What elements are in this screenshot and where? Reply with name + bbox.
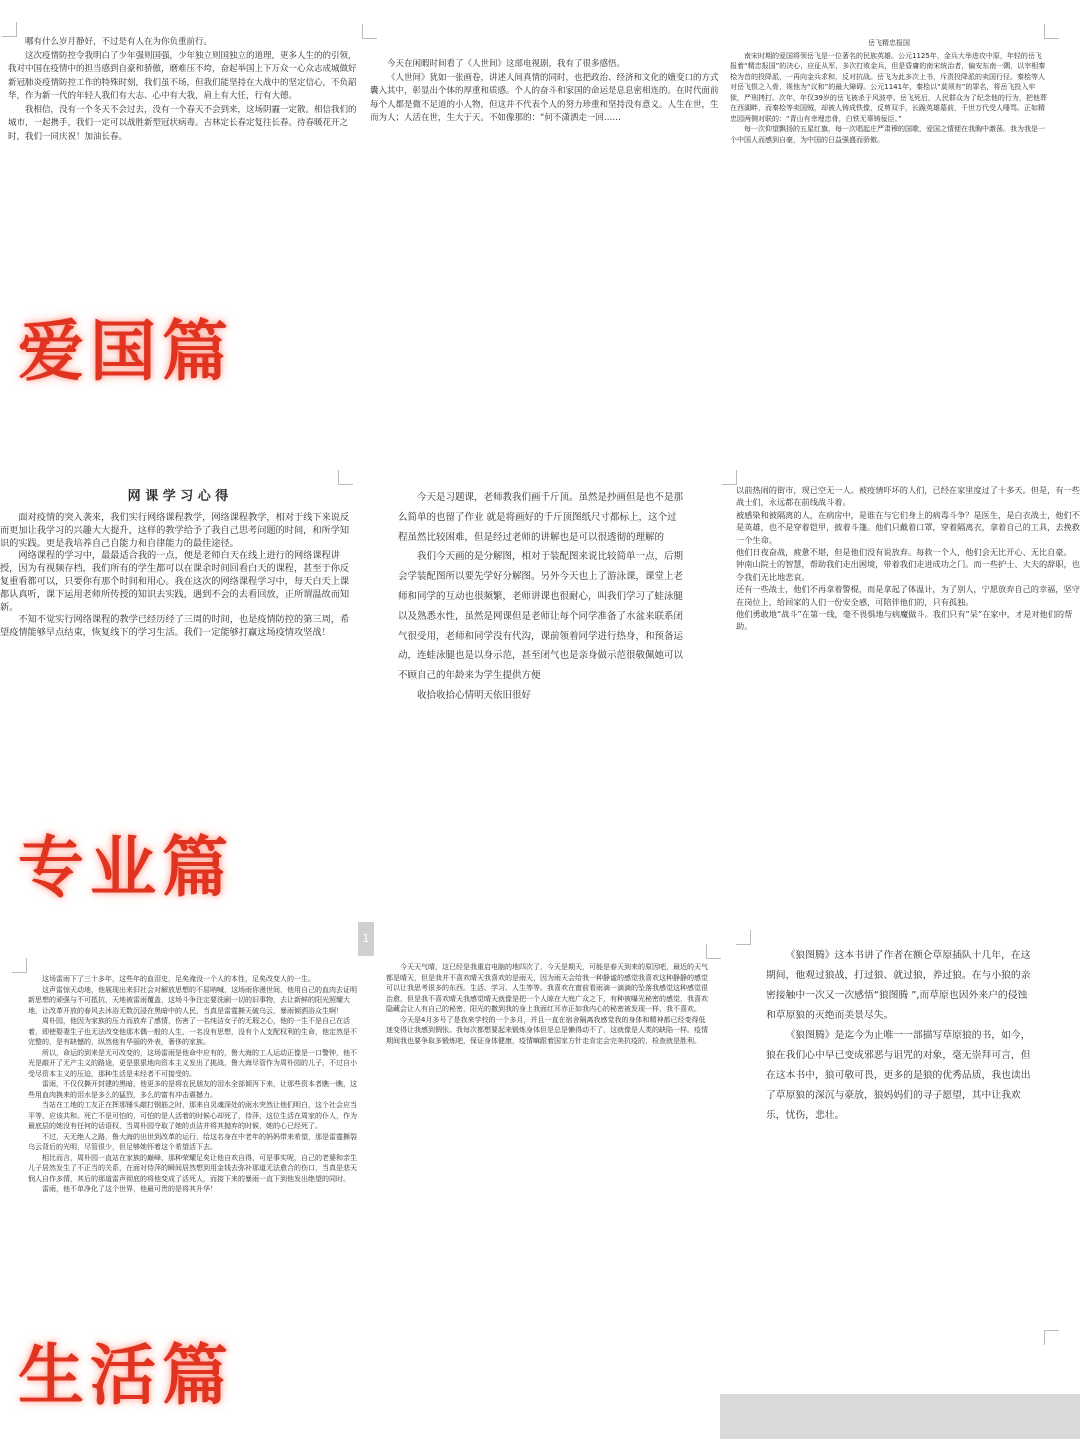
paragraph: 相比而言，周朴园一直站在家族的巅峰，那种荣耀足矣让他自欢自得，可是事实呢，自己的老婆和亲生儿子居然发生了不正当的关系，在面对侍萍的瞬间居然想到用金钱去弥补那道无法愈合的伤口，当真是悲天悯人自作多情，其后的那道雷声彻底的将他变成了活死人，而接下来的暴雨一直下到他发出绝望的同时。 [28,1153,357,1183]
essay-snippet-weather-diary [386,962,712,1086]
paragraph: 今天天气晴，这已经是我重启电脑的地四次了，今天是期天，可能是春天到来的原因吧，最近的天气都是晴天，但是我并不喜欢晴天我喜欢的是雨天，因为雨天会给我一种静谧的感觉我喜欢这种静静的感觉可以让我思考很多的东西。生活、学习、人生等等。我喜欢在窗前看雨滴一滴滴的坠落我感觉这种感觉很治愈，但是我不喜欢晴天我感觉晴天就像是把一个人晾在大庭广众之下，有种被曝光秘密的感觉，我喜欢隐藏会让人有自己的秘密，阳光的撒到我的身上我面红耳赤正如我内心的秘密被发现一样，我不喜欢。 [386,963,708,1013]
crop-mark [706,944,721,959]
paragraph: 网络课程的学习中，最最适合我的一点，便是老师白天在线上进行的网络课程讲授，因为有视频存档，我们所有的学生都可以在课余时间回看白天的课程，甚至于你反复重看都可以，只要你有那个时间和用心。我在这次的网络课程学习中，每天白天上课都认真听，课下运用老师所传授的知识去实践，遇到不会的去看回放，正所谓温故而知新。 [0,550,350,613]
paragraph: 今天是习题课，老师教我们画千斤顶。虽然是抄画但是也不是那么简单的也留了作业 就是将画好的千斤顶图纸尺寸都标上，这个过程虽然比较困难，但是经过老师的讲解也是可以很透彻的理解的 [398,492,684,543]
essay-snippet-frontline [736,484,1080,660]
paragraph: 这声雷惊天动地，他展现出来旧社会对解放思想的不屈呐喊，这场雨你漫世间，他用自己的血肉去证明新思想的顽强与不可抵抗，天地被雷雨覆盖，这场斗争注定要洗刷一切的旧事物，去让新鲜的阳光照耀大地，让改革开放的春风去沐浴无数沉浸在黑暗中的人民，当真是雷霆撕天破乌云，暴雨倾洒浴众生啊！ [28,985,357,1015]
paragraph: 《狼图腾》这本书讲了作者在额仑草原插队十几年，在这期间，他观过狼战，打过狼、就过狼，养过狼。在与小狼的亲密接触中一次又一次感悟“狼图腾 ”,而草原也因外来户的侵蚀和草原狼的灭绝而美景尽失。 [766,950,1031,1021]
paragraph: 以前热闹的街市，现已空无一人。被疫情吓坏的人们，已经在家里度过了十多天。但是，有一些战士们，永远都在前线战斗着。 [736,485,1080,508]
paragraph: 他们日夜奋战，疲惫不堪，但是他们没有说放弃。每救一个人，他们会无比开心、无比自豪。 [736,547,1072,558]
crop-mark [338,470,353,485]
paragraph: 雷雨，他不单净化了这个世界，他最可贵的是将其升华！ [42,1185,217,1193]
paragraph: 被感染和被隔离的人，在病房中，是谁在与它们身上的病毒斗争？是医生，是白衣战士，他们不是英雄，也不是穿着铠甲，披着斗篷。他们只戴着口罩，穿着隔离衣，拿着自己的工具，去挽救一个生命。 [736,509,1080,545]
essay-title: 岳飞精忠报国 [868,39,910,47]
paragraph: 我相信，没有一个冬天不会过去，没有一个春天不会到来，这场阴霾一定散。相信我们的城市，一起携手，我们一定可以战胜新型冠状病毒。吉林定长春定复往长春。待春暖花开之时，我们一同庆祝！加油长春。 [8,104,357,142]
paragraph: 今天是4月多号了是我来学校的一个多月，并且一直在宿舍隔离我感觉我的身体和精神都已经变得低迷变得让我感到惆怅。我每次都想要起来锻炼身体但是总是懒得动不了，这就像是人类的缺陷一样。疫情期间我也要争取多锻炼吧，保证身体健康，疫情嘛跟着国家方针走肯定会完美抗疫的，检查就是胜利。 [386,1015,708,1045]
paragraph: 不过，天无绝人之路，鲁大海的出世到改革的运行，给这名身在中老年的妈妈带来希望，那是雷霆撕裂乌云背后的光明，尽管很少，但足够她怀着这个希望活下去。 [28,1132,357,1151]
essay-snippet-yuefei [730,38,1048,170]
crop-mark [722,470,737,485]
essay-snippet-epidemic [8,36,360,182]
section-title-patriotic: 爱国篇 [18,312,234,390]
paragraph: 今天在闲暇时间看了《人世间》这部电视剧，我有了很多感悟。 [387,59,626,69]
crop-mark [12,958,27,973]
grey-footer-block [720,1394,1080,1439]
essay-snippet-thunderstorm [28,974,358,1268]
paragraph: 当站在工地的工友正在挥那锤头敲打钢筋之时，那来自灵魂深处的雨水突然让他们明白，这个社会应当平等，应该共和。死亡不是可怕的，可怕的是人活着的时候心却死了，侍萍，这位生活在周家的仆人，作为最底层的她没有任何的话语权，当周朴园夺取了她的贞洁并将其抛弃的时候，她的心已经死了。 [28,1101,357,1130]
crop-mark [736,930,751,945]
section-title-life: 生活篇 [18,1336,234,1414]
paragraph: 《人世间》犹如一张画卷，讲述人间真情的同时，也把政治、经济和文化的嬗变口的方式囊入其中，彰显出个体的厚重和质感。个人的奋斗和家国的命运是息息密相连的。在时代面前每个人都是微不足道的小人物，但这并不代表个人的努力珍重和坚持没有意义。人生在世，生而为人；人活在世，生大于天。不如像那的：“何不潇洒走一回…… [370,72,719,123]
crop-mark [1044,1330,1059,1345]
essay-snippet-wolf-totem [766,946,1036,1126]
paragraph: 周朴园，他因为家族的压力而放弃了感情，伤害了一名纯洁女子的无瑕之心，他的一生不是自己在活着，即使娶妻生子也无法改变他那木偶一般的人生，一名没有思想，没有个人支配权利的生命，他定然是不完整的，是有缺憾的，纵然他有华丽的外表，奢侈的家族。 [28,1017,357,1046]
paragraph: 《狼图腾》是迄今为止唯一一部描写草原狼的书，如今，狼在我们心中早已变成邪恶与诅咒的对象，毫无崇拜可言，但在这本书中，狼可敬可畏，更多的是狼的优秀品质，我也读出了草原狼的深沉与豪放，狼妈妈们的寻子愿望，其中让我欢乐，忧伤，悲壮。 [766,1030,1031,1121]
paragraph: 哪有什么岁月静好，不过是有人在为你负重前行。 [25,37,213,47]
crop-mark [1044,24,1059,39]
paragraph: 南宋时期的爱国将领岳飞是一位著名的民族英雄。公元1125年，金兵大举进攻中原，年轻的岳飞报着“精忠报国”的决心，应征从军，多次打败金兵，但是昏庸的南宋统治者，偏安东南一隅，以宰相秦桧为首的投降派，一再向金兵求和，反对抗战。岳飞为此多次上书，斥责投降派的卖国行径。秦桧等人对岳飞恨之入骨，视他为“议和”的最大障碍。公元1141年，秦桧以“莫须有”的罪名，将岳飞投入牢狱，严刑拷打。次年，年仅39岁的岳飞被杀于风波亭。岳飞死后，人民群众为了纪念他的行为，把他葬在西湖畔，而秦桧等卖国贼，却被人铸成铁像，反剪双手，长跪英雄墓前，千世万代受人唾骂。正如精忠园两侧对联的：“青山有幸埋忠骨，白铁无辜铸佞臣。” [730,51,1047,123]
page-number: 1 [358,922,374,956]
paragraph: 收拾收拾心情明天依旧很好 [417,689,532,701]
essay-title: 网 课 学 习 心 得 [127,489,229,504]
section-title-professional: 专业篇 [18,828,234,906]
paragraph: 我们今天画的是分解图，相对于装配图来说比较简单一点，后期会学装配图所以要先学好分解图。另外今天也上了游泳课，课堂上老师和同学的互动也很频繁，老师讲课也很耐心，叫我们学习了蛙泳腿以及熟悉水性，虽然是网课但是老师让每个同学准备了水盆来联系闭气很受用，老师和同学没有代沟，课前领着同学进行热身，和预备运动，连蛙泳腿也是以身示范，甚至闭气也是亲身做示范很敬佩她可以不顾自己的年龄来为学生提供方便 [398,551,684,682]
paragraph: 所以，命运的到来是无可改变的，这场雷雨是他命中应有的，鲁大海的工人运动正像是一口警钟，他不光是敲开了无产主义的路途，更是狠狠地向资本主义发出了挑战，鲁大海尽管作为周朴园的儿子，不过自小受尽资本主义的压迫，那种生活是未经者不可接受的。 [28,1048,357,1078]
essay-snippet-online-course [0,488,356,666]
paragraph: 这场雷雨下了三十多年，这些年的血泪史，足矣淹没一个人的本性，足矣改变人的一生。 [42,975,315,983]
essay-snippet-drawing-class [398,488,686,716]
paragraph: 他们勇敢地“战斗”在第一线，毫不畏惧地与病魔做斗。我们只有“呆”在家中，才是对他们的帮助。 [736,609,1073,632]
paragraph: 雷雨，不仅仅撕开封建的黑暗，他更多的是将农民朋友的泪水全部倾泻下来，让那些资本者瞧一瞧，这些用血肉换来的泪水是多么的猛烈，多么的富有冲击震撼力。 [28,1080,357,1099]
crop-mark [2,22,17,37]
paragraph: 面对疫情的突入袭来，我们实行网络课程教学，网络课程教学，相对于线下来说反而更加让我学习的兴趣大大提升，这样的教学给予了我自己思考问题的时间，和所学知识的实践。更是我培养自己自能力和自律能力的最佳途径。 [0,512,350,549]
essay-snippet-tv-drama [370,58,722,154]
paragraph: 钟南山院士的智慧，帮助我们走出困境，带着我们走进成功之门。而一些护士、大夫的辞职，也令我们无比地悲哀。 [736,559,1080,582]
paragraph: 每一次仰望飘扬的五星红旗，每一次唱起庄严肃穆的国歌，爱国之情便在我胸中激荡。我为我是一个中国人而感到自豪，为中国的日益强盛而骄傲。 [730,125,1045,144]
paragraph: 这次疫情防控令我明白了少年强则国强，少年独立则国独立的道理，更多人生的的引领，我对中国在疫情中的担当感到自豪和骄傲，磨难压不垮，奋起举国上下万众一心众志成城做好新冠肺炎疫情防控工作的特殊时刻，我们虽不场，但我们能坚持在大战中的坚定信心，不负韶华，作为新一代的年轻人我们有大志、心中有大我，肩上有大任，行有大德。 [8,50,357,101]
paragraph: 还有一些战士，他们不再拿着警棍，而是拿起了体温计，为了别人，宁愿放弃自己的幸福，坚守在岗位上，给回家的人们一份安全感，可陪伴他们的，只有孤独。 [736,584,1080,607]
crop-mark [362,24,377,39]
paragraph: 不知不觉实行网络课程的教学已经历经了三周的时间，也是疫情防控的第三周，希望疫情能够早点结束，恢复线下的学习生活。我们一定能够打赢这场疫情攻坚战！ [0,614,350,639]
